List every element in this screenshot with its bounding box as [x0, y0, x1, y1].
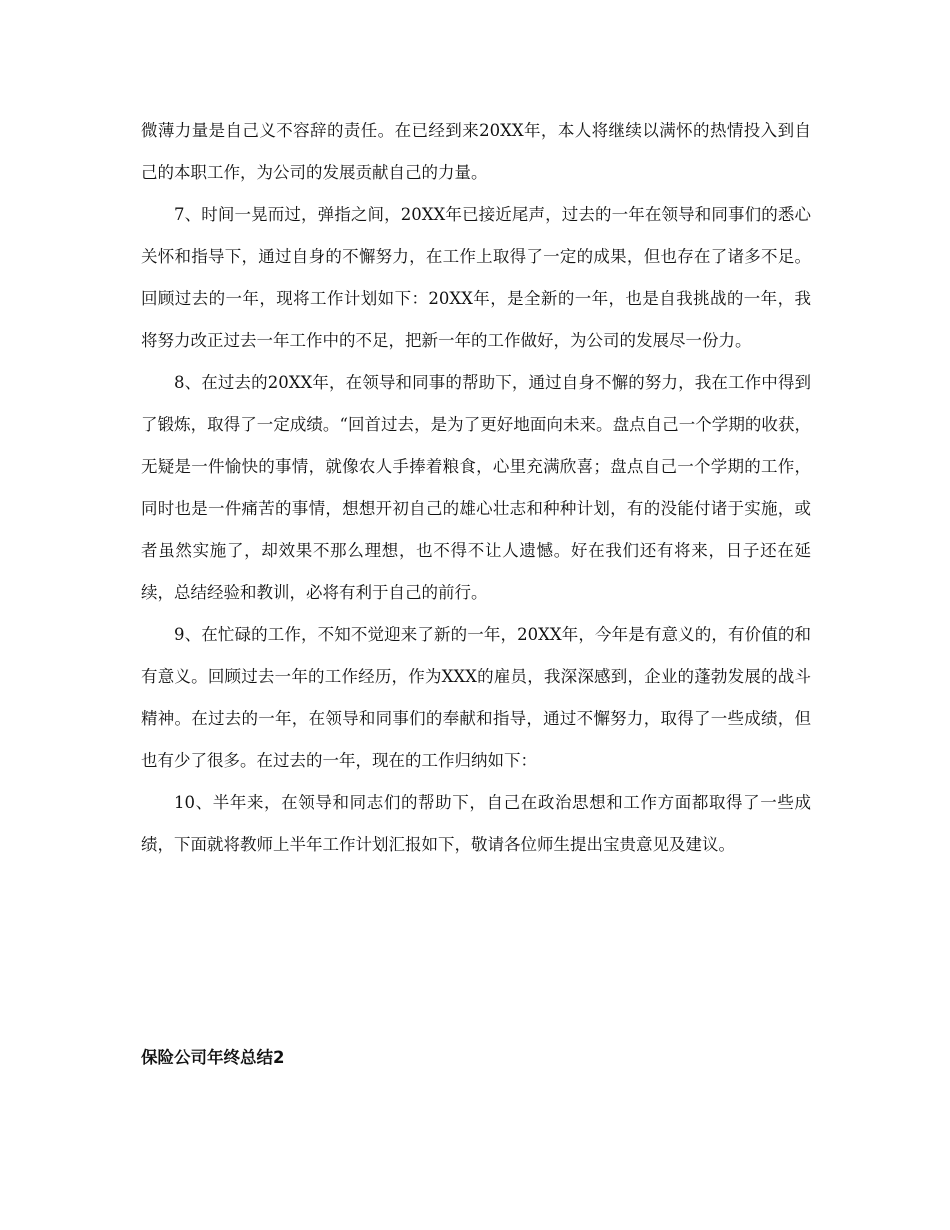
- paragraph-7: 7、时间一晃而过，弹指之间，20XX年已接近尾声，过去的一年在领导和同事们的悉心关怀和指导下，通过自身的不懈努力，在工作上取得了一定的成果，但也存在了诸多不足。回顾过去的一年，现将工作计划如下：20XX年，是全新的一年，也是自我挑战的一年，我将努力改正过去一年工作中的不足，把新一年的工作做好，为公司的发展尽一份力。: [141, 205, 811, 350]
- paragraph-9: 9、在忙碌的工作，不知不觉迎来了新的一年，20XX年，今年是有意义的，有价值的和有意义。回顾过去一年的工作经历，作为XXX的雇员，我深深感到，企业的蓬勃发展的战斗精神。在过去的一年，在领导和同事们的奉献和指导，通过不懈努力，取得了一些成绩，但也有少了很多。在过去的一年，现在的工作归纳如下：: [141, 625, 811, 770]
- document-body: [141, 110, 811, 866]
- paragraph-continuation: 微薄力量是自己义不容辞的责任。在已经到来20XX年，本人将继续以满怀的热情投入到自己的本职工作，为公司的发展贡献自己的力量。: [141, 121, 811, 182]
- paragraph-8: 8、在过去的20XX年，在领导和同事的帮助下，通过自身不懈的努力，我在工作中得到了锻炼，取得了一定成绩。“回首过去，是为了更好地面向未来。盘点自己一个学期的收获，无疑是一件愉快的事情，就像农人手捧着粮食，心里充满欣喜；盘点自己一个学期的工作，同时也是一件痛苦的事情，想想开初自己的雄心壮志和种种计划，有的没能付诸于实施，或者虽然实施了，却效果不那么理想，也不得不让人遗憾。好在我们还有将来，日子还在延续，总结经验和教训，必将有利于自己的前行。: [141, 373, 811, 602]
- paragraph-10: 10、半年来，在领导和同志们的帮助下，自己在政治思想和工作方面都取得了一些成绩，下面就将教师上半年工作计划汇报如下，敬请各位师生提出宝贵意见及建议。: [141, 793, 811, 854]
- section-heading: 保险公司年终总结2: [141, 1048, 285, 1067]
